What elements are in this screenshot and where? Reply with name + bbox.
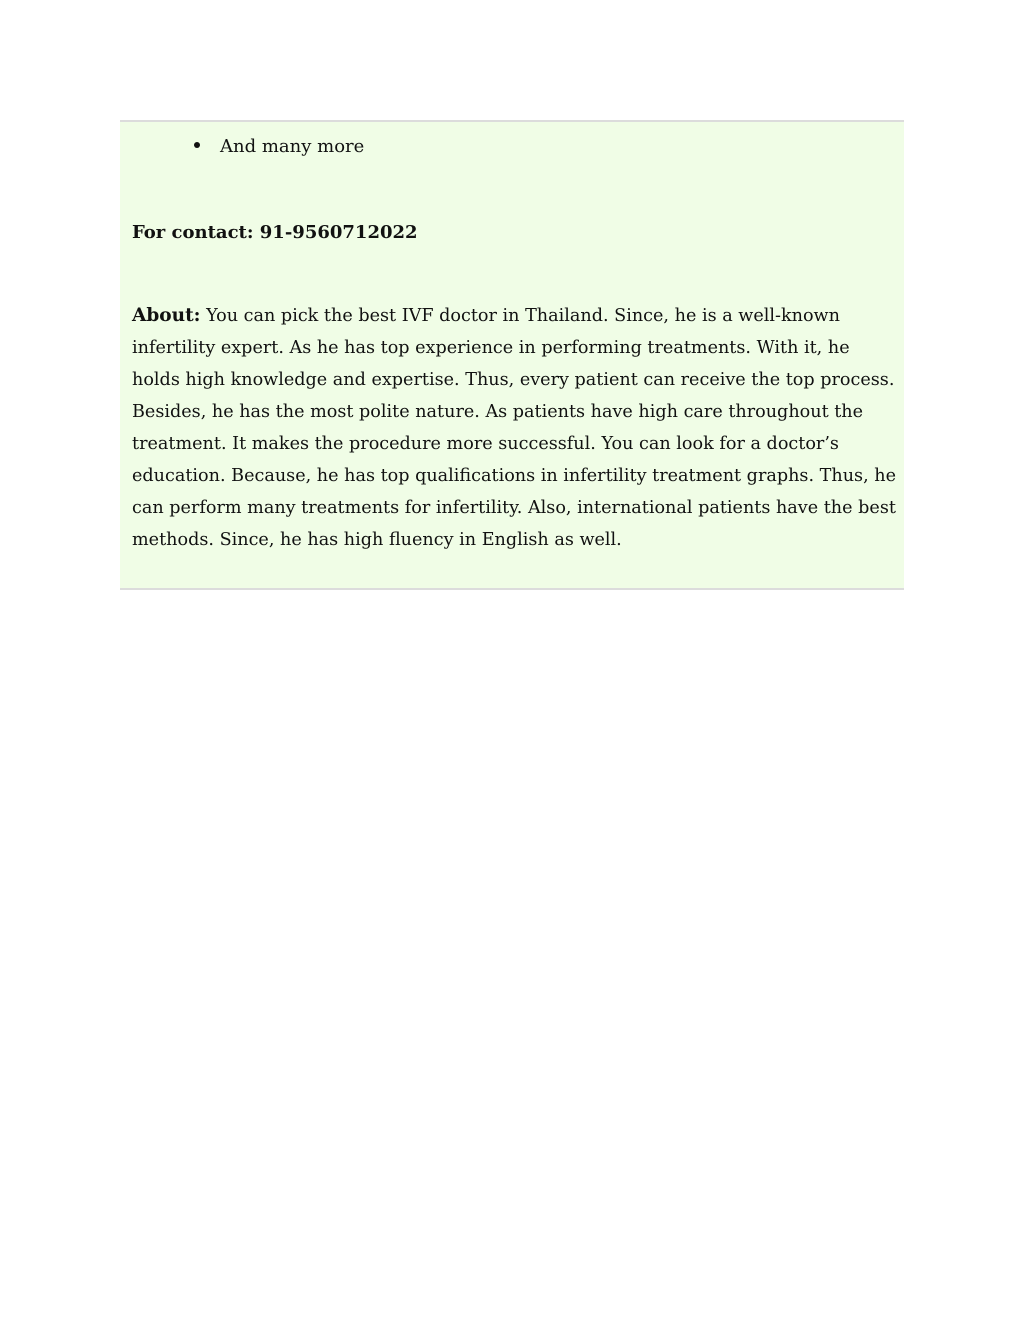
contact-phone: 91-9560712022 bbox=[259, 222, 418, 243]
content-panel bbox=[120, 120, 904, 590]
bullet-item-text: And many more bbox=[220, 136, 365, 157]
bullet-icon bbox=[194, 142, 200, 148]
bullet-list-item bbox=[194, 134, 364, 160]
about-label: About: bbox=[132, 305, 201, 326]
about-text: You can pick the best IVF doctor in Thailand. Since, he is a well-known infertility expert. As he has top experience in performing treatments. With it, he holds high knowledge and expertise. Thus, every patient can receive the top process. Besides, he has the most polite nature. As patients have high care throughout the treatment. It makes the procedure more successful. You can look for a doctor’s education. Because, he has top qualifications in infertility treatment graphs. Thus, he can perform many treatments for infertility. Also, international patients have the best methods. Since, he has high fluency in English as well. bbox=[132, 306, 897, 550]
contact-label: For contact: bbox=[132, 222, 254, 243]
about-paragraph bbox=[132, 300, 900, 556]
contact-line bbox=[132, 220, 418, 246]
